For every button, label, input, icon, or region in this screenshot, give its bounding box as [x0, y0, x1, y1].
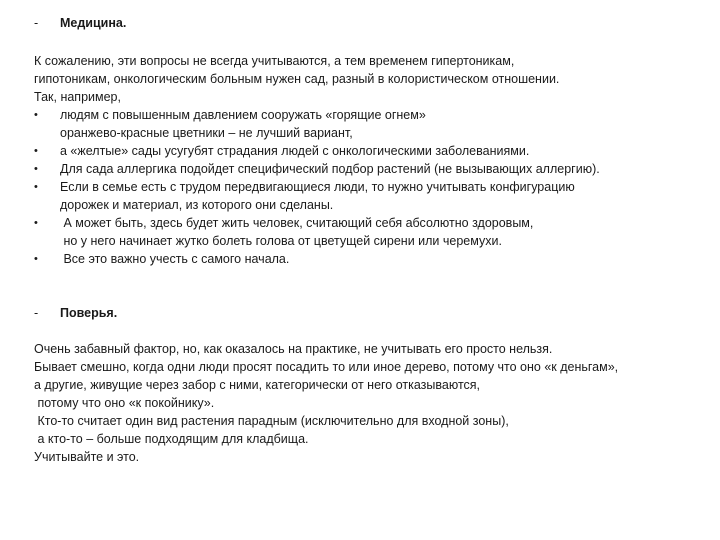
list-item-text: дорожек и материал, из которого они сделаны. [60, 198, 334, 212]
list-item [34, 106, 694, 142]
intro-line: гипотоникам, онкологическим больным нужен сад, разный в колористическом отношении. [34, 72, 560, 86]
heading-dash: - [34, 306, 39, 320]
heading-title: Медицина. [60, 16, 127, 30]
list-item-text: оранжево-красные цветники – не лучший вариант, [60, 126, 353, 140]
section-heading-medicine [34, 14, 126, 32]
medicine-text-block [34, 52, 694, 268]
bullet-icon: • [34, 181, 38, 193]
intro-line: К сожалению, эти вопросы не всегда учитываются, а тем временем гипертоникам, [34, 54, 515, 68]
heading-dash: - [34, 16, 39, 30]
list-item [34, 214, 694, 250]
paragraph-line: а другие, живущие через забор с ними, категорически от него отказываются, [34, 378, 481, 392]
list-item-text: А может быть, здесь будет жить человек, считающий себя абсолютно здоровым, [60, 216, 534, 230]
list-item-text: Все это важно учесть с самого начала. [60, 252, 290, 266]
paragraph-line: а кто-то – больше подходящим для кладбища. [34, 432, 309, 446]
list-item [34, 160, 694, 178]
beliefs-text-block [34, 340, 694, 466]
list-item [34, 250, 694, 268]
paragraph-line: Учитывайте и это. [34, 450, 140, 464]
list-item-text: а «желтые» сады усугубят страдания людей с онкологическими заболеваниями. [60, 144, 530, 158]
section-heading-beliefs [34, 304, 117, 322]
list-item-text: но у него начинает жутко болеть голова от цветущей сирени или черемухи. [60, 234, 502, 248]
list-item-text: людям с повышенным давлением сооружать «горящие огнем» [60, 108, 426, 122]
paragraph-line: Очень забавный фактор, но, как оказалось на практике, не учитывать его просто нельзя. [34, 342, 553, 356]
paragraph-line: потому что оно «к покойнику». [34, 396, 215, 410]
intro-line: Так, например, [34, 90, 121, 104]
bullet-icon: • [34, 217, 38, 229]
bullet-icon: • [34, 253, 38, 265]
bullet-icon: • [34, 145, 38, 157]
paragraph-line: Бывает смешно, когда одни люди просят посадить то или иное дерево, потому что оно «к деньгам», [34, 360, 619, 374]
list-item [34, 178, 694, 214]
bullet-icon: • [34, 109, 38, 121]
paragraph-line: Кто-то считает один вид растения парадным (исключительно для входной зоны), [34, 414, 509, 428]
list-item-text: Если в семье есть с трудом передвигающиеся люди, то нужно учитывать конфигурацию [60, 180, 575, 194]
bullet-icon: • [34, 163, 38, 175]
heading-title: Поверья. [60, 306, 118, 320]
list-item-text: Для сада аллергика подойдет специфический подбор растений (не вызывающих аллергию). [60, 162, 600, 176]
list-item [34, 142, 694, 160]
